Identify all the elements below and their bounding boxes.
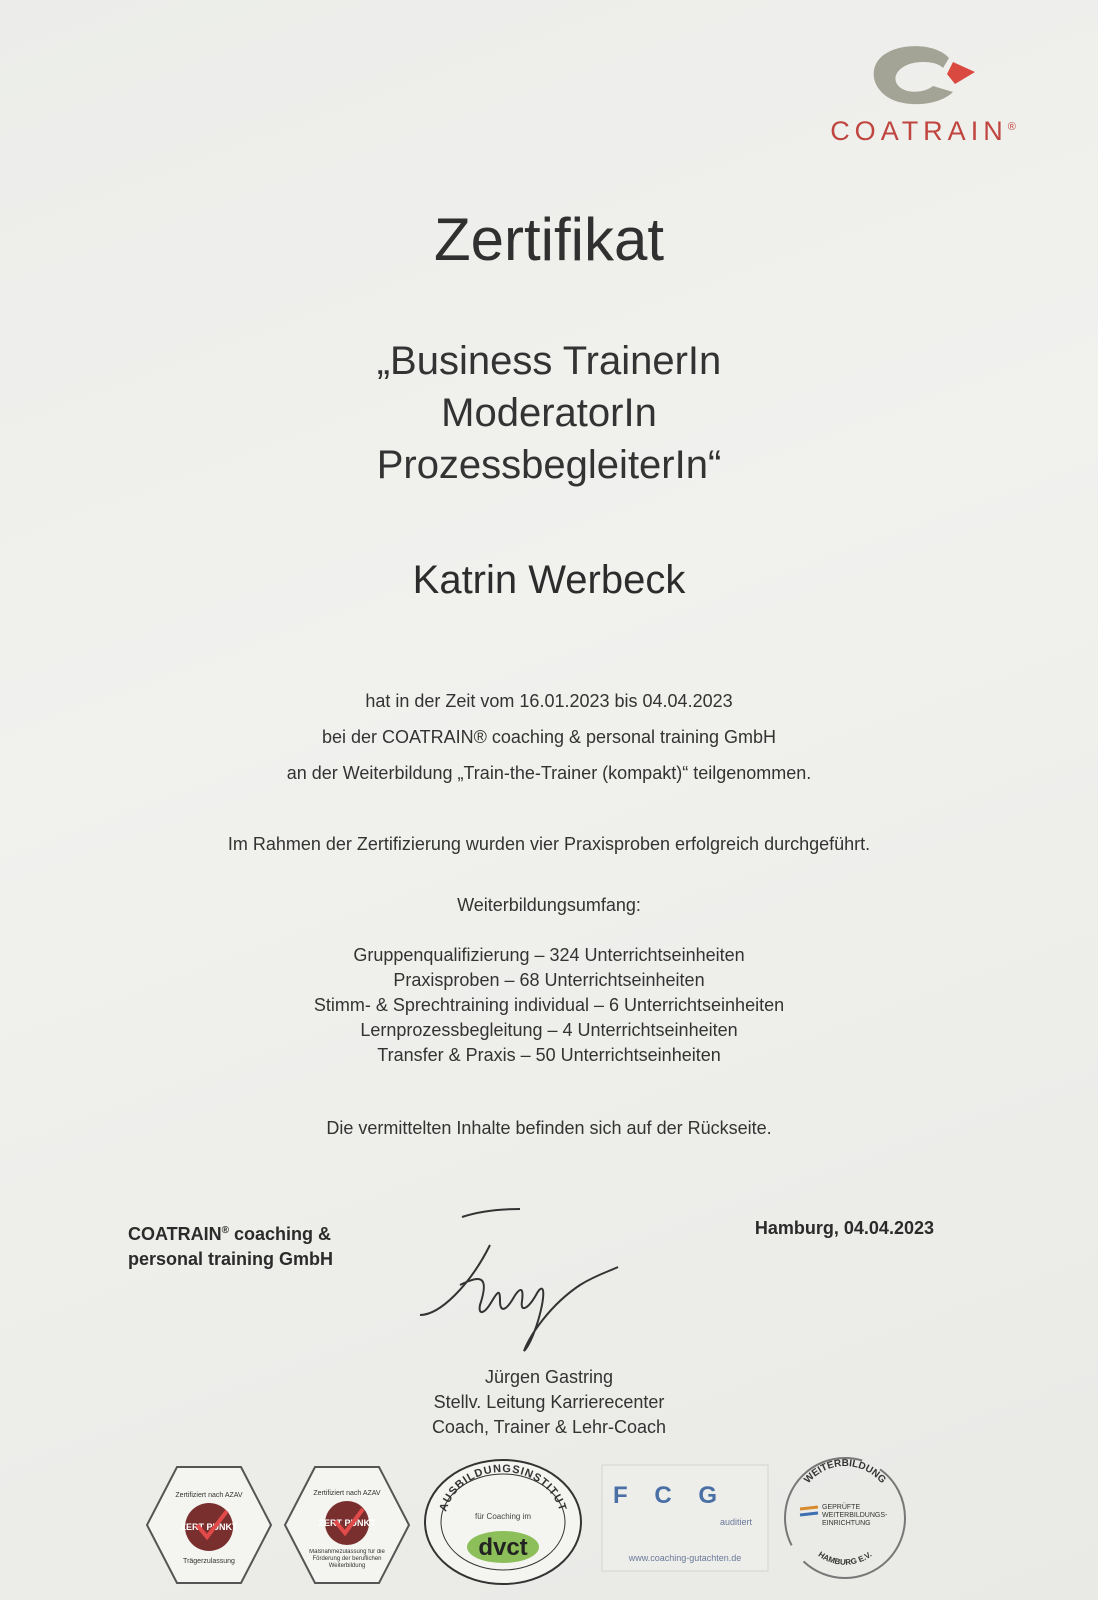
coatrain-logo-text: COATRAIN® <box>830 116 1016 146</box>
svg-text:WEITERBILDUNG: WEITERBILDUNG <box>802 1457 888 1486</box>
weiterbildung-hamburg-seal-icon <box>780 1453 910 1583</box>
svg-text:Zertifiziert nach AZAV: Zertifiziert nach AZAV <box>175 1492 243 1499</box>
svg-text:GEPRÜFTE: GEPRÜFTE <box>822 1504 861 1511</box>
svg-text:WEITERBILDUNGS-: WEITERBILDUNGS- <box>822 1512 888 1519</box>
signer-role: Stellv. Leitung Karrierecenter <box>433 1392 665 1412</box>
svg-text:HAMBURG E.V.: HAMBURG E.V. <box>816 1549 874 1567</box>
coatrain-logo-icon <box>863 38 983 110</box>
statement-line: bei der COATRAIN® coaching & personal training GmbH <box>321 727 777 747</box>
svg-text:für Coaching im: für Coaching im <box>474 1512 532 1521</box>
program-line: ModeratorIn <box>441 391 657 435</box>
scope-item: Gruppenqualifizierung – 324 Unterrichtseinheiten <box>353 945 745 965</box>
svg-text:dvct: dvct <box>478 1534 528 1561</box>
coatrain-logo <box>808 38 1038 147</box>
svg-text:Zertifiziert nach AZAV: Zertifiziert nach AZAV <box>313 1490 381 1497</box>
svg-text:Trägerzulassung: Trägerzulassung <box>183 1558 235 1565</box>
practice-note: Im Rahmen der Zertifizierung wurden vier Praxisproben erfolgreich durchgeführt. <box>227 834 871 854</box>
scope-item: Praxisproben – 68 Unterrichtseinheiten <box>393 970 705 990</box>
seal-row <box>145 1457 945 1590</box>
scope-list <box>0 943 1098 1068</box>
program-line: ProzessbegleiterIn“ <box>376 443 722 487</box>
place-date: Hamburg, 04.04.2023 <box>754 1218 934 1238</box>
svg-text:ZERT PUNKT: ZERT PUNKT <box>318 1518 376 1528</box>
svg-text:F C G: F C G <box>613 1482 727 1509</box>
svg-text:AUSBILDUNGSINSTITUT: AUSBILDUNGSINSTITUT <box>437 1462 569 1513</box>
zertpunkt-seal-icon <box>145 1465 273 1585</box>
program-line: „Business TrainerIn <box>376 339 722 383</box>
program-title <box>0 335 1098 491</box>
dvct-seal-icon <box>423 1457 583 1587</box>
scope-item: Lernprozessbegleitung – 4 Unterrichtseinheiten <box>360 1020 738 1040</box>
scope-item: Stimm- & Sprechtraining individual – 6 Unterrichtseinheiten <box>313 995 785 1015</box>
signer-name: Jürgen Gastring <box>484 1367 614 1387</box>
statement-line: an der Weiterbildung „Train-the-Trainer (kompakt)“ teilgenommen. <box>286 763 812 783</box>
participant-name: Katrin Werbeck <box>412 558 686 602</box>
certificate-title: Zertifikat <box>433 206 665 273</box>
backside-note: Die vermittelten Inhalte befinden sich auf der Rückseite. <box>326 1118 772 1138</box>
svg-text:auditiert: auditiert <box>720 1517 753 1527</box>
statement-text <box>0 683 1098 791</box>
statement-line: hat in der Zeit vom 16.01.2023 bis 04.04.2023 <box>365 691 733 711</box>
signer-title: Coach, Trainer & Lehr-Coach <box>431 1417 667 1437</box>
svg-text:ZERT PUNKT: ZERT PUNKT <box>180 1522 238 1532</box>
signer-block <box>0 1365 1098 1440</box>
fcg-seal-icon <box>600 1463 770 1573</box>
zertpunkt-seal-icon: Zertifiziert nach AZAV ZERT PUNKT Maßnahmezulassung für die Förderung der beruflichen Weiterbildung <box>283 1465 411 1585</box>
svg-text:www.coaching-gutachten.de: www.coaching-gutachten.de <box>628 1553 742 1563</box>
scope-item: Transfer & Praxis – 50 Unterrichtseinheiten <box>377 1045 721 1065</box>
issuer-company: COATRAIN® coaching & personal training GmbH <box>128 1224 334 1269</box>
signature <box>420 1205 640 1355</box>
scope-title: Weiterbildungsumfang: <box>457 895 641 915</box>
svg-text:EINRICHTUNG: EINRICHTUNG <box>822 1520 871 1527</box>
